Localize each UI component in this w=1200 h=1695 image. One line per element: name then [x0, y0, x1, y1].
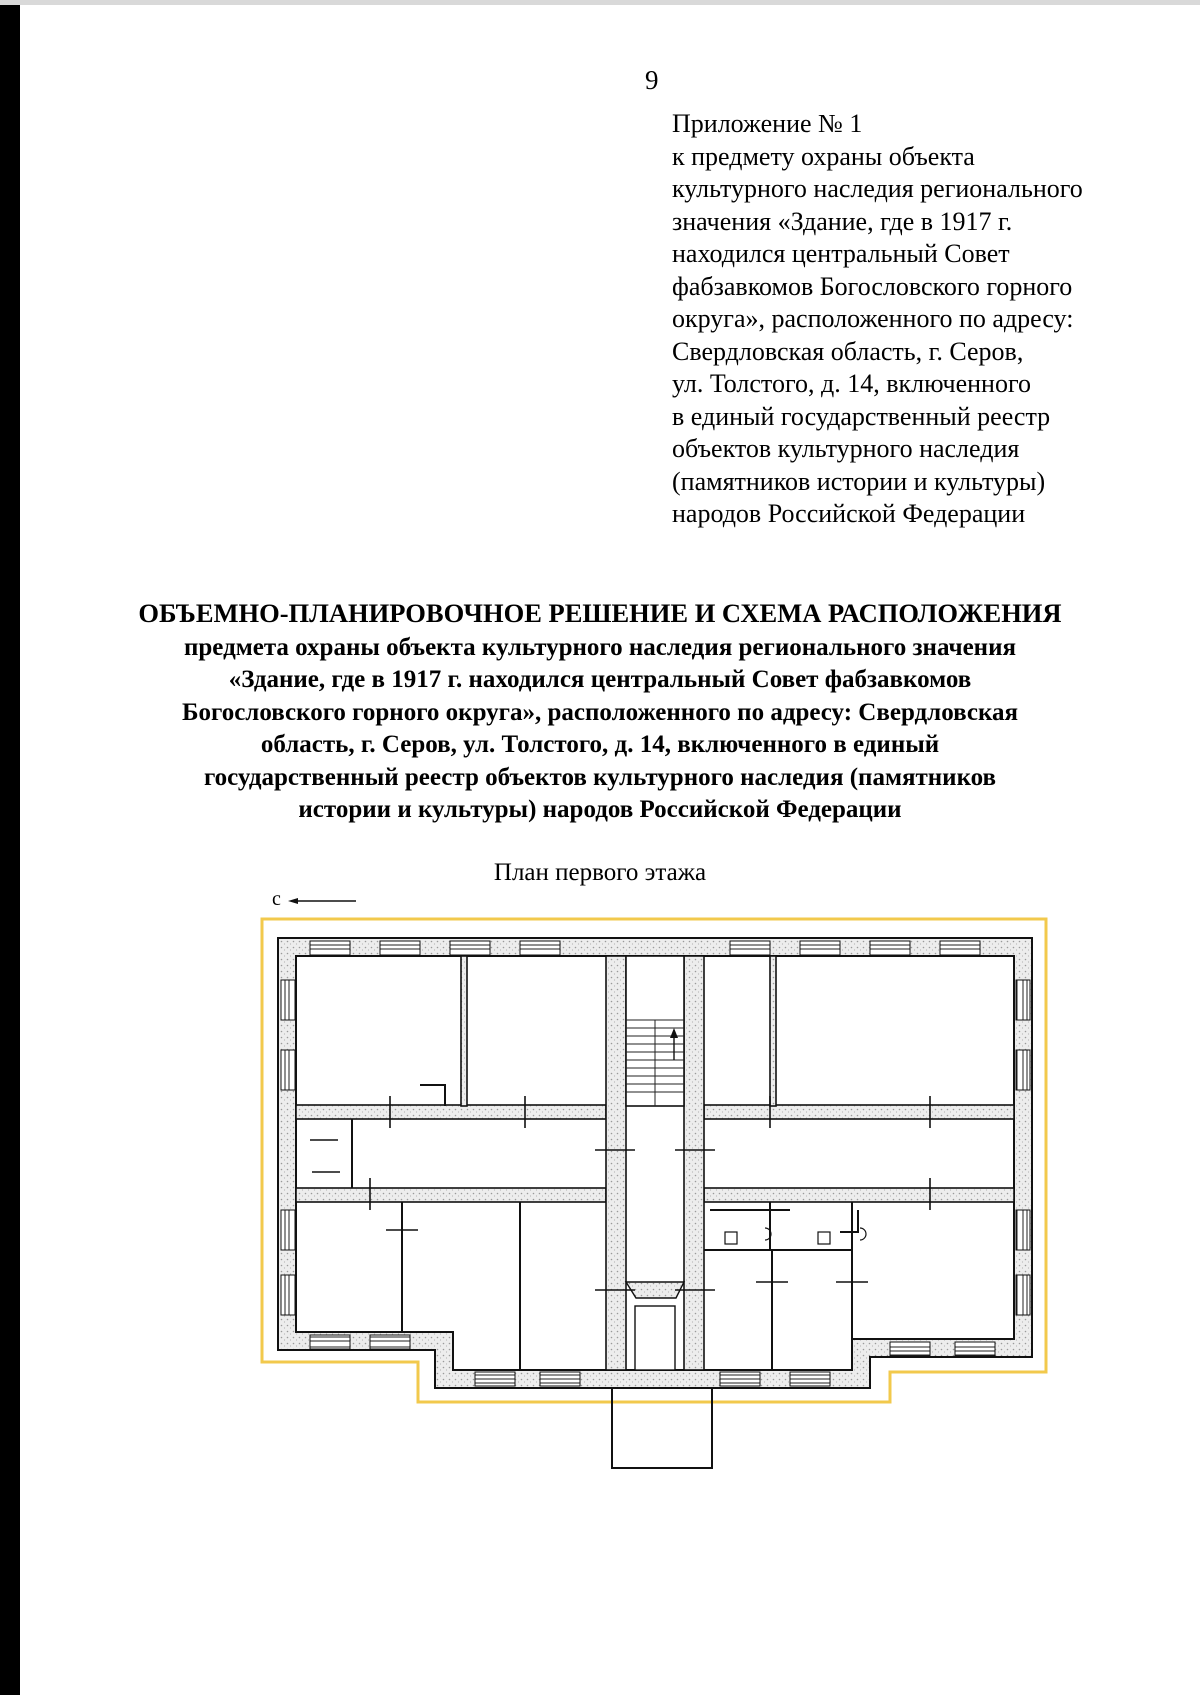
appendix-line: к предмету охраны объекта: [672, 141, 975, 171]
subtitle-line: государственный реестр объектов культурного наследия (памятников: [203, 763, 997, 791]
appendix-line: находился центральный Совет: [672, 239, 1010, 268]
scan-edge-left: [0, 0, 20, 1695]
appendix-line: народов Российской Федерации: [672, 499, 1026, 528]
north-arrow-icon: [288, 896, 358, 906]
room-partitions: [352, 1085, 858, 1370]
appendix-line: Приложение № 1: [672, 109, 863, 138]
stair-core: [626, 956, 684, 1370]
north-label: с: [272, 888, 281, 910]
scan-edge-top: [0, 0, 1200, 5]
appendix-line: округа», расположенного по адресу:: [672, 304, 1074, 333]
entrance-porch: [612, 1388, 712, 1468]
appendix-line: (памятников истории и культуры): [672, 466, 1046, 496]
sanitary-fixtures: [725, 1228, 866, 1244]
appendix-line: фабзавкомов Богословского горного: [672, 271, 1073, 301]
appendix-line: значения «Здание, где в 1917 г.: [672, 206, 1013, 236]
appendix-note: [672, 108, 1142, 531]
plan-caption: План первого этажа: [493, 859, 707, 886]
subtitle-line: Богословского горного округа», расположенного по адресу: Свердловская: [181, 698, 1019, 726]
subtitle-line: предмета охраны объекта культурного наследия регионального значения: [184, 634, 1016, 661]
document-subtitle: [120, 632, 1080, 826]
appendix-line: Свердловская область, г. Серов,: [672, 336, 1024, 366]
appendix-line: объектов культурного наследия: [672, 434, 1020, 463]
appendix-line: культурного наследия регионального: [672, 174, 1083, 203]
subtitle-line: область, г. Серов, ул. Толстого, д. 14, включенного в единый: [260, 731, 940, 759]
floor-plan-drawing: [250, 910, 1050, 1490]
subtitle-line: «Здание, где в 1917 г. находился центральный Совет фабзавкомов: [228, 666, 972, 694]
appendix-line: ул. Толстого, д. 14, включенного: [672, 369, 1031, 398]
page-number: 9: [645, 65, 659, 95]
document-title: ОБЪЕМНО-ПЛАНИРОВОЧНОЕ РЕШЕНИЕ И СХЕМА РАСПОЛОЖЕНИЯ: [138, 598, 1062, 628]
subtitle-line: истории и культуры) народов Российской Федерации: [298, 796, 902, 824]
appendix-line: в единый государственный реестр: [672, 401, 1051, 431]
